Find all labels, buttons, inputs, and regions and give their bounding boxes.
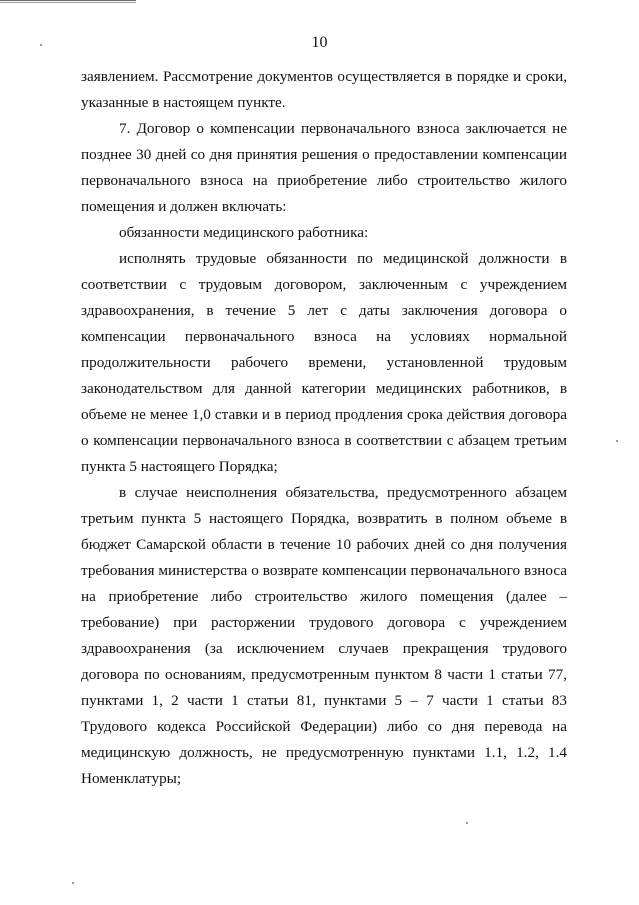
paragraph-item-7: 7. Договор о компенсации первоначального взноса заключается не позднее 30 дней со дня принятия решения о предоставлении компенсации первоначального взноса на приобретение либо строительство жилого помещения и должен включать:	[81, 120, 567, 215]
scan-edge-line-secondary	[0, 2, 136, 3]
paragraph-refund-obligation: в случае неисполнения обязательства, предусмотренного абзацем третьим пункта 5 настоящего Порядка, возвратить в полном объеме в бюджет Самарской области в течение 10 рабочих дней со дня получения требования министерства о возврате компенсации первоначального взноса на приобретение либо строительство жилого помещения (далее – требование) при расторжении трудового договора с учреждением здравоохранения (за исключением случаев прекращения трудового договора по основаниям, предусмотренным пунктом 8 части 1 статьи 77, пунктами 1, 2 части 1 статьи 81, пунктами 5 – 7 части 1 статьи 83 Трудового кодекса Российской Федерации) либо со дня перевода на медицинскую должность, не предусмотренную пунктами 1.1, 1.2, 1.4 Номенклатуры;	[81, 484, 567, 787]
scan-speck	[466, 822, 468, 824]
document-body	[81, 64, 567, 792]
paragraph-continuation: заявлением. Рассмотрение документов осуществляется в порядке и сроки, указанные в настоящем пункте.	[81, 68, 567, 111]
paragraph-obligations-heading: обязанности медицинского работника:	[119, 224, 369, 241]
paragraph-work-obligation: исполнять трудовые обязанности по медицинской должности в соответствии с трудовым договором, заключенным с учреждением здравоохранения, в течение 5 лет с даты заключения договора о компенсации первоначального взноса на условиях нормальной продолжительности рабочего времени, установленной трудовым законодательством для данной категории медицинских работников, в объеме не менее 1,0 ставки и в период продления срока действия договора о компенсации первоначального взноса в соответствии с абзацем третьим пункта 5 настоящего Порядка;	[81, 250, 567, 475]
scan-speck	[40, 44, 42, 46]
page-number: 10	[311, 34, 328, 51]
scan-speck	[616, 440, 618, 442]
scan-speck	[72, 882, 74, 884]
scan-edge-line	[0, 0, 136, 1]
